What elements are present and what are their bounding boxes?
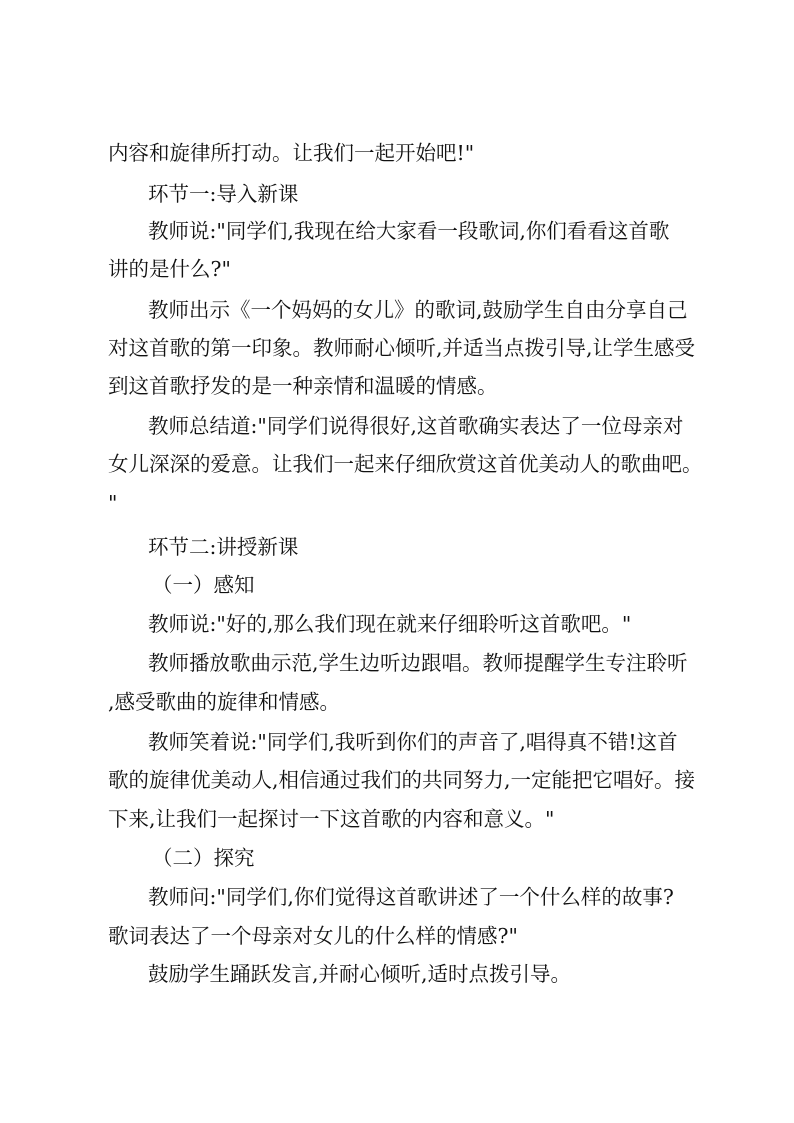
text-line: 教师说:"同学们,我现在给大家看一段歌词,你们看看这首歌 — [148, 219, 670, 243]
text-line: " — [108, 491, 118, 515]
subsection-heading: （一）感知 — [152, 573, 255, 597]
text-line: 讲的是什么?" — [108, 257, 231, 281]
text-line: 内容和旋律所打动。让我们一起开始吧!" — [108, 141, 475, 165]
text-line: 教师总结道:"同学们说得很好,这首歌确实表达了一位母亲对 — [148, 414, 684, 438]
section-heading: 环节一:导入新课 — [148, 182, 299, 206]
text-line: 教师说:"好的,那么我们现在就来仔细聆听这首歌吧。" — [148, 612, 632, 636]
text-line: 教师播放歌曲示范,学生边听边跟唱。教师提醒学生专注聆听 — [148, 651, 688, 675]
text-line: 教师出示《一个妈妈的女儿》的歌词,鼓励学生自由分享自己 — [148, 298, 688, 322]
text-line: 鼓励学生踊跃发言,并耐心倾听,适时点拨引导。 — [148, 962, 572, 986]
subsection-heading: （二）探究 — [152, 846, 255, 870]
text-line: 到这首歌抒发的是一种亲情和温暖的情感。 — [108, 374, 498, 398]
section-heading: 环节二:讲授新课 — [148, 535, 299, 559]
text-line: 歌的旋律优美动人,相信通过我们的共同努力,一定能把它唱好。接 — [108, 768, 696, 792]
text-line: 下来,让我们一起探讨一下这首歌的内容和意义。" — [108, 807, 555, 831]
text-line: 教师问:"同学们,你们觉得这首歌讲述了一个什么样的故事? — [148, 885, 674, 909]
text-line: 对这首歌的第一印象。教师耐心倾听,并适当点拨引导,让学生感受 — [108, 336, 696, 360]
text-line: 教师笑着说:"同学们,我听到你们的声音了,唱得真不错!这首 — [148, 730, 678, 754]
text-line: 歌词表达了一个母亲对女儿的什么样的情感?" — [108, 924, 518, 948]
text-line: ,感受歌曲的旋律和情感。 — [108, 690, 341, 714]
text-line: 女儿深深的爱意。让我们一起来仔细欣赏这首优美动人的歌曲吧。 — [108, 452, 703, 476]
